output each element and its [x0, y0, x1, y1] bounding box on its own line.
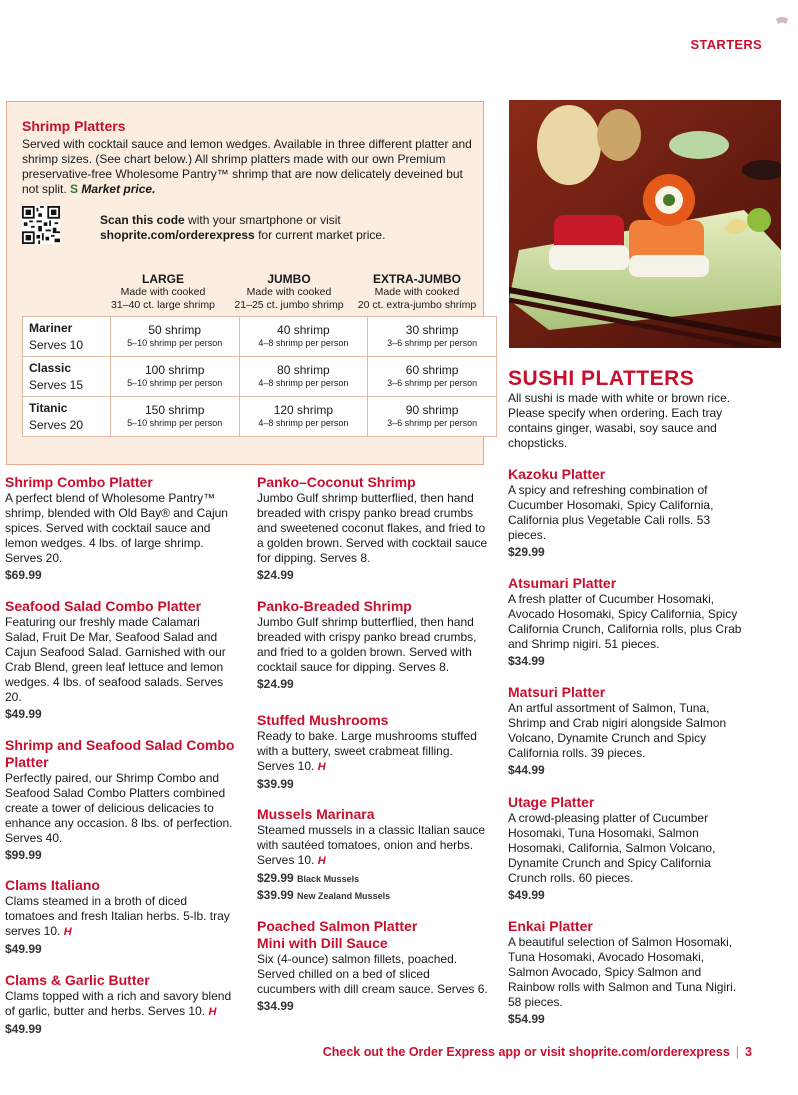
- menu-item-panko-breaded-shrimp: Panko-Breaded Shrimp Jumbo Gulf shrimp butterflied, then hand breaded with crispy panko bread crumbs, and fried to a golden brown. Served with cocktail sauce for dipping. Serves 8. $24.99: [257, 598, 477, 691]
- table-row: Mariner Serves 10 50 shrimp 5–10 shrimp per person 40 shrimp 4–8 shrimp per person 30 shrimp 3–6 shrimp per person: [23, 317, 497, 357]
- shrimp-platters-title: Shrimp Platters: [22, 118, 126, 134]
- menu-item-shrimp-combo: Shrimp Combo Platter A perfect blend of Wholesome Pantry™ shrimp, blended with Old Bay® and Cajun spices. Served with cocktail sauce and lemon wedges. 4 lbs. of large shrimp. Serves 20. $69.99: [5, 474, 228, 582]
- hot-badge-icon: H: [317, 854, 326, 867]
- menu-item-stuffed-mushrooms: Stuffed Mushrooms Ready to bake. Large mushrooms stuffed with a buttery, sweet crabmeat filling. Serves 10. H $39.99: [257, 712, 477, 791]
- column-head-jumbo: JUMBO Made with cooked 21–25 ct. jumbo shrimp: [234, 272, 344, 311]
- table-row: Classic Serves 15 100 shrimp 5–10 shrimp per person 80 shrimp 4–8 shrimp per person 60 shrimp 3–6 shrimp per person: [23, 357, 497, 397]
- sushi-photo: [509, 100, 781, 348]
- column-head-extra-jumbo: EXTRA-JUMBO Made with cooked 20 ct. extra-jumbo shrimp: [357, 272, 477, 311]
- menu-item-utage-platter: Utage Platter A crowd-pleasing platter of Cucumber Hosomaki, Tuna Hosomaki, Salmon Hosomaki, California, Salmon Volcano, Dynamite Crunch and Spicy California Crunch rolls. 60 pieces. $49.99: [508, 794, 716, 902]
- menu-item-shrimp-seafood-combo: Shrimp and Seafood Salad Combo Platter Perfectly paired, our Shrimp Combo and Seafood Salad Combo Platters combined create a tower of delicious delicacies to enhance any occasion. 8 lbs. of perfection. Serves 40. $99.99: [5, 737, 235, 862]
- menu-item-seafood-salad-combo: Seafood Salad Combo Platter Featuring our freshly made Calamari Salad, Fruit De Mar, Seafood Salad and Cajun Seafood Salad. Garnished with our Crab Blend, green leaf lettuce and lemon wedges. 4 lbs. of seafood salads. Serves 20. $49.99: [5, 598, 226, 721]
- menu-item-atsumari-platter: Atsumari Platter A fresh platter of Cucumber Hosomaki, Avocado Hosomaki, Spicy California, Spicy California Crunch, California rolls, plus Crab and Shrimp nigiri. 51 pieces. $34.99: [508, 575, 742, 668]
- hot-badge-icon: H: [317, 760, 326, 773]
- table-row: Titanic Serves 20 150 shrimp 5–10 shrimp per person 120 shrimp 4–8 shrimp per person 90 shrimp 3–6 shrimp per person: [23, 397, 497, 437]
- order-express-link[interactable]: shoprite.com/orderexpress: [100, 228, 255, 242]
- qr-code-icon[interactable]: [22, 206, 60, 244]
- menu-item-mussels-marinara: Mussels Marinara Steamed mussels in a classic Italian sauce with sautéed tomatoes, onion and herbs. Serves 10. H $29.99 Black Mussels $39.99 New Zealand Mussels: [257, 806, 486, 902]
- footer: Check out the Order Express app or visit shoprite.com/orderexpress | 3: [322, 1045, 752, 1059]
- menu-item-matsuri-platter: Matsuri Platter An artful assortment of Salmon, Tuna, Shrimp and Crab nigiri alongside Salmon Volcano, Dynamite Crunch and Spicy California rolls. 39 pieces. $44.99: [508, 684, 727, 777]
- menu-item-panko-coconut-shrimp: Panko–Coconut Shrimp Jumbo Gulf shrimp butterflied, then hand breaded with crispy panko bread crumbs and sweetened coconut flakes, and fried to a golden brown. Served with cocktail sauce for dipping. Serves 8. $24.99: [257, 474, 488, 582]
- menu-item-enkai-platter: Enkai Platter A beautiful selection of Salmon Hosomaki, Tuna Hosomaki, Avocado Hosomaki, Salmon Avocado, Spicy Salmon and Rainbow rolls with Salmon and Tuna Nigiri. 58 pieces. $54.99: [508, 918, 737, 1026]
- footer-order-express-link[interactable]: Check out the Order Express app or visit shoprite.com/orderexpress: [322, 1045, 730, 1059]
- menu-item-clams-garlic-butter: Clams & Garlic Butter Clams topped with a rich and savory blend of garlic, butter and herbs. Serves 10. H $49.99: [5, 972, 232, 1036]
- shrimp-platters-box: [6, 101, 484, 465]
- column-head-large: LARGE Made with cooked 31–40 ct. large shrimp: [111, 272, 215, 311]
- menu-item-clams-italiano: Clams Italiano Clams steamed in a broth of diced tomatoes and fresh Italian herbs. 5-lb. tray serves 10. H $49.99: [5, 877, 230, 956]
- s-badge-icon: S: [70, 182, 79, 196]
- page-number: 3: [745, 1045, 752, 1059]
- scan-instructions: Scan this code with your smartphone or visit shoprite.com/orderexpress for current market price.: [100, 213, 386, 242]
- corner-mark-icon: [774, 16, 790, 26]
- menu-item-poached-salmon: Poached Salmon Platter Mini with Dill Sauce Six (4-ounce) salmon fillets, poached. Served chilled on a bed of sliced cucumbers with dill cream sauce. Serves 6. $34.99: [257, 918, 488, 1013]
- hot-badge-icon: H: [208, 1005, 217, 1018]
- shrimp-platters-description: Served with cocktail sauce and lemon wedges. Available in three different platter and shrimp sizes. (See chart below.) All shrimp platters made with our own Premium preservative-free Wholesome Pantry™ shrimp that are now delicately deveined but not split. S Market price.: [22, 137, 472, 196]
- hot-badge-icon: H: [63, 925, 72, 938]
- sushi-platters-description: All sushi is made with white or brown rice. Please specify when ordering. Each tray contains ginger, wasabi, soy sauce and chopsticks.: [508, 391, 731, 450]
- shrimp-size-table: [22, 316, 497, 437]
- sushi-platters-title: SUSHI PLATTERS: [508, 367, 695, 390]
- section-tag: STARTERS: [690, 37, 762, 52]
- menu-item-kazoku-platter: Kazoku Platter A spicy and refreshing combination of Cucumber Hosomaki, Spicy California, California plus Vegetable Cali rolls. 53 pieces. $29.99: [508, 466, 714, 559]
